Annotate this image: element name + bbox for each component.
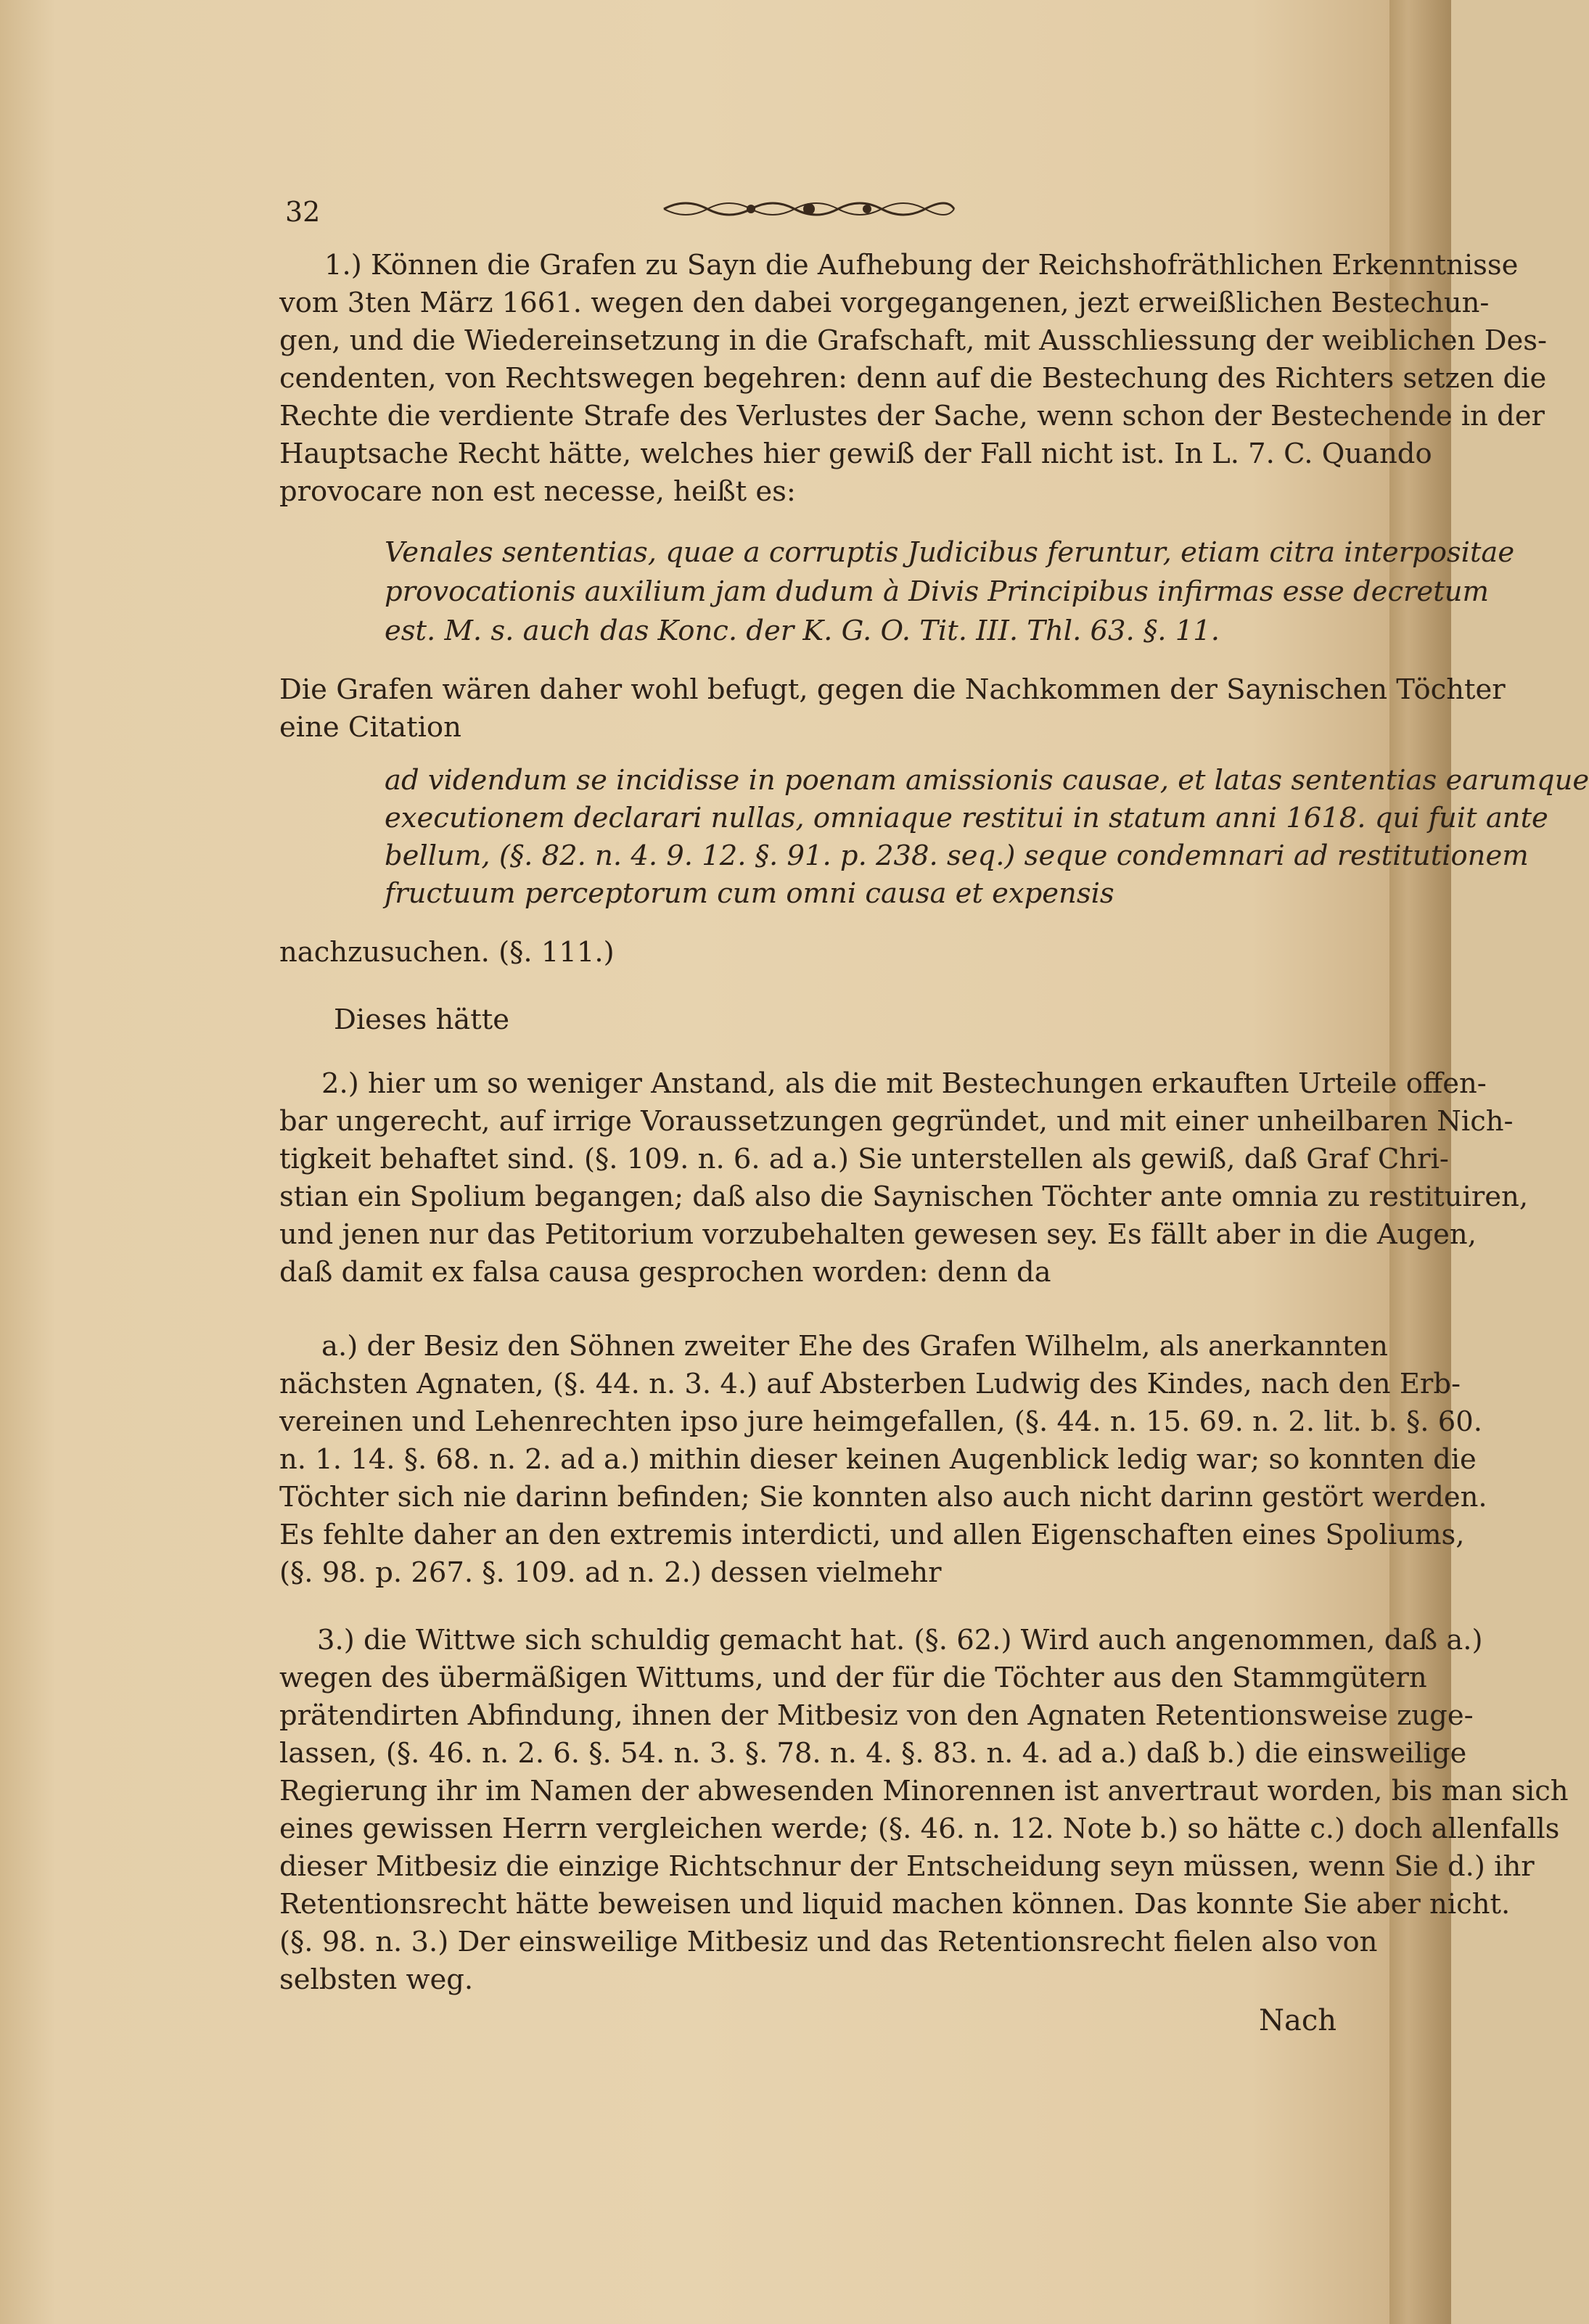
text-line: vom 3ten März 1661. wegen den dabei vorgegangenen, jezt erweißlichen Bestechun- bbox=[279, 287, 1490, 319]
paragraph-2 bbox=[279, 671, 1506, 747]
text-line: 2.) hier um so weniger Anstand, als die mit Bestechungen erkauften Urteile offen- bbox=[321, 1067, 1487, 1100]
paragraph-3b bbox=[334, 1001, 509, 1039]
text-line: selbsten weg. bbox=[279, 1963, 474, 1996]
text-line: Rechte die verdiente Strafe des Verlustes der Sache, wenn schon der Bestechende in der bbox=[279, 400, 1545, 432]
latin-quotation-2 bbox=[385, 762, 1589, 913]
paragraph-3 bbox=[279, 934, 615, 972]
text-line: dieser Mitbesiz die einzige Richtschnur der Entscheidung seyn müssen, wenn Sie d.) ihr bbox=[279, 1850, 1535, 1883]
text-line: eine Citation bbox=[279, 711, 461, 744]
text-line: Hauptsache Recht hätte, welches hier gewiß der Fall nicht ist. In L. 7. C. Quando bbox=[279, 438, 1432, 470]
text-line: eines gewissen Herrn vergleichen werde; (§. 46. n. 12. Note b.) so hätte c.) doch allenfalls bbox=[279, 1812, 1560, 1845]
text-line: Die Grafen wären daher wohl befugt, gegen die Nachkommen der Saynischen Töchter bbox=[279, 673, 1506, 706]
text-line: Dieses hätte bbox=[334, 1003, 509, 1036]
section-3 bbox=[279, 1622, 1569, 1999]
text-line: (§. 98. p. 267. §. 109. ad n. 2.) dessen vielmehr bbox=[279, 1556, 942, 1589]
text-line: bar ungerecht, auf irrige Voraussetzungen gegründet, und mit einer unheilbaren Nich- bbox=[279, 1105, 1514, 1138]
text-line: Regierung ihr im Namen der abwesenden Minorennen ist anvertraut worden, bis man sich bbox=[279, 1775, 1569, 1807]
quote-line: ad videndum se incidisse in poenam amissionis causae, et latas sententias earumque bbox=[385, 764, 1589, 797]
text-line: und jenen nur das Petitorium vorzubehalten gewesen sey. Es fällt aber in die Augen, bbox=[279, 1218, 1477, 1251]
text-line: prätendirten Abfindung, ihnen der Mitbesiz von den Agnaten Retentionsweise zuge- bbox=[279, 1699, 1474, 1732]
text-line: Töchter sich nie darinn befinden; Sie konnten also auch nicht darinn gestört werden. bbox=[279, 1481, 1487, 1514]
text-line: a.) der Besiz den Söhnen zweiter Ehe des Grafen Wilhelm, als anerkannten bbox=[321, 1330, 1388, 1363]
catchword: Nach bbox=[1259, 2004, 1337, 2037]
ornamental-header-rule bbox=[657, 194, 961, 223]
text-line: (§. 98. n. 3.) Der einsweilige Mitbesiz und das Retentionsrecht fielen also von bbox=[279, 1926, 1378, 1958]
text-line: vereinen und Lehenrechten ipso jure heimgefallen, (§. 44. n. 15. 69. n. 2. lit. b. §. 60. bbox=[279, 1405, 1483, 1438]
text-line: daß damit ex falsa causa gesprochen worden: denn da bbox=[279, 1256, 1051, 1289]
section-2 bbox=[279, 1065, 1528, 1292]
text-line: 1.) Können die Grafen zu Sayn die Aufhebung der Reichshofräthlichen Erkenntnisse bbox=[324, 249, 1519, 282]
text-line: wegen des übermäßigen Wittums, und der für die Töchter aus den Stammgütern bbox=[279, 1662, 1427, 1694]
quote-line: Venales sententias, quae a corruptis Judicibus feruntur, etiam citra interpositae bbox=[385, 536, 1515, 569]
quote-line: bellum, (§. 82. n. 4. 9. 12. §. 91. p. 238. seq.) seque condemnari ad restitutionem bbox=[385, 839, 1529, 872]
latin-quotation-1 bbox=[385, 533, 1514, 651]
section-2a bbox=[279, 1328, 1487, 1592]
section-1 bbox=[279, 247, 1547, 511]
text-line: nachzusuchen. (§. 111.) bbox=[279, 936, 615, 969]
text-line: n. 1. 14. §. 68. n. 2. ad a.) mithin dieser keinen Augenblick ledig war; so konnten die bbox=[279, 1443, 1477, 1476]
text-line: provocare non est necesse, heißt es: bbox=[279, 475, 796, 508]
text-line: Es fehlte daher an den extremis interdicti, und allen Eigenschaften eines Spoliums, bbox=[279, 1519, 1465, 1551]
quote-line: est. M. s. auch das Konc. der K. G. O. Tit. III. Thl. 63. §. 11. bbox=[385, 615, 1220, 647]
text-line: 3.) die Wittwe sich schuldig gemacht hat. (§. 62.) Wird auch angenommen, daß a.) bbox=[317, 1624, 1483, 1656]
quote-line: provocationis auxilium jam dudum à Divis Principibus infirmas esse decretum bbox=[385, 575, 1489, 608]
text-line: nächsten Agnaten, (§. 44. n. 3. 4.) auf Absterben Ludwig des Kindes, nach den Erb- bbox=[279, 1368, 1461, 1400]
text-line: Retentionsrecht hätte beweisen und liquid machen können. Das konnte Sie aber nicht. bbox=[279, 1888, 1511, 1921]
page-header bbox=[279, 190, 1331, 234]
quote-line: executionem declarari nullas, omniaque restitui in statum anni 1618. qui fuit ante bbox=[385, 802, 1548, 834]
text-line: tigkeit behaftet sind. (§. 109. n. 6. ad a.) Sie unterstellen als gewiß, daß Graf Chri- bbox=[279, 1143, 1449, 1175]
text-line: lassen, (§. 46. n. 2. 6. §. 54. n. 3. §. 78. n. 4. §. 83. n. 4. ad a.) daß b.) die einsweilige bbox=[279, 1737, 1467, 1770]
quote-line: fructuum perceptorum cum omni causa et expensis bbox=[385, 877, 1114, 910]
text-line: gen, und die Wiedereinsetzung in die Grafschaft, mit Ausschliessung der weiblichen Des- bbox=[279, 324, 1547, 357]
page-number: 32 bbox=[285, 196, 321, 228]
text-line: stian ein Spolium begangen; daß also die Saynischen Töchter ante omnia zu restituiren, bbox=[279, 1181, 1529, 1213]
text-line: cendenten, von Rechtswegen begehren: denn auf die Bestechung des Richters setzen die bbox=[279, 362, 1547, 395]
